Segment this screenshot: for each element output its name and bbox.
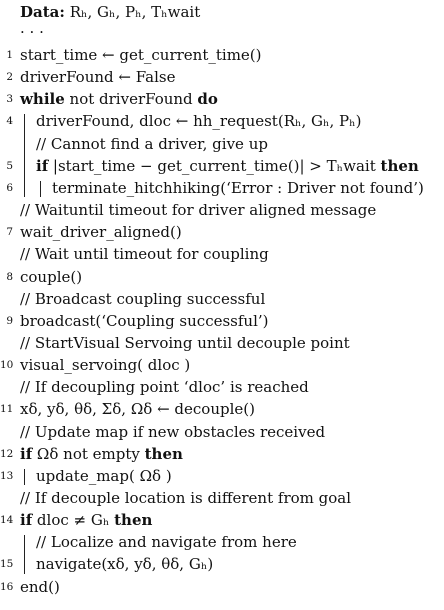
line-code [20,510,152,531]
line-number: 7 [6,226,13,239]
line-code [20,399,255,420]
line-code [36,111,361,132]
line-text: // If decoupling point ‘dloc’ is reached [20,378,309,397]
line-code [36,532,297,553]
keyword: then [114,511,153,530]
algorithm-line [0,178,444,199]
algorithm-comment-line [0,244,444,265]
line-text: navigate(xδ, yδ, θδ, Gₕ) [36,555,214,574]
line-text: // Waituntil timeout for driver aligned message [20,201,377,220]
algorithm-line [0,577,444,598]
keyword: do [197,90,218,109]
algorithm-line [0,156,444,177]
algorithm-comment-line [0,377,444,398]
algorithm-line [0,267,444,288]
algorithm-line [0,67,444,88]
line-text: Ωδ not empty [32,444,145,463]
line-text: // Broadcast coupling successful [20,289,266,308]
line-code [36,134,268,155]
line-number: 2 [6,71,13,84]
line-code [20,377,309,398]
line-code [20,244,269,265]
line-code [20,89,218,110]
line-code [52,178,424,199]
line-number: 12 [0,447,14,460]
keyword: if [20,444,33,463]
ellipsis: · · · [20,23,44,41]
algorithm-comment-line [0,532,444,553]
line-text: start_time ← get_current_time() [20,46,262,64]
algorithm-comment-line [0,289,444,310]
line-code [20,267,82,288]
keyword: then [380,156,419,175]
algorithm-comment-line [0,488,444,509]
algorithm-comment-line [0,422,444,443]
block-indent-bar [24,114,25,197]
line-text: visual_servoing( dloc ) [20,356,191,375]
block-indent-bar [40,181,41,197]
line-text: xδ, yδ, θδ, Σδ, Ωδ ← decouple() [20,400,255,419]
line-text: // Localize and navigate from here [36,533,297,552]
algorithm-line [0,554,444,575]
line-text: driverFound, dloc ← hh_request(Rₕ, Gₕ, Pₕ) [36,112,362,131]
line-number: 14 [0,514,14,527]
data-header [0,2,444,23]
algorithm-line [0,45,444,66]
line-number: 16 [0,580,14,593]
keyword: if [20,511,33,530]
line-text: dloc ≠ Gₕ [32,511,115,530]
keyword: then [144,444,183,463]
line-text: // Update map if new obstacles received [20,422,326,441]
algorithm-line [0,222,444,243]
line-number: 1 [6,49,13,61]
data-label: Data: [20,3,65,21]
algorithm-line [0,89,444,110]
algorithm-comment-line [0,134,444,155]
line-code [20,45,262,66]
line-code [36,466,172,487]
algorithm-line [0,399,444,420]
line-text: // If decouple location is different from goal [20,489,352,507]
line-code [20,444,183,465]
algorithm-line [0,466,444,487]
line-text: wait_driver_aligned() [20,223,182,242]
line-number: 9 [6,314,13,327]
line-code [20,289,265,310]
line-text: |start_time − get_current_time()| > Tₕwait [48,156,381,175]
line-code [20,200,376,221]
line-text: couple() [20,267,83,286]
line-text: // Wait until timeout for coupling [20,245,269,264]
line-code [20,333,350,354]
line-number: 15 [0,558,14,571]
line-number: 11 [0,403,14,416]
line-text: // StartVisual Servoing until decouple point [20,333,350,352]
line-number: 8 [6,270,13,283]
line-text: terminate_hitchhiking(‘Error : Driver not found’) [52,178,424,197]
keyword: while [20,90,65,109]
line-number: 6 [6,181,13,194]
ellipsis-line [0,22,444,43]
line-code [36,156,419,177]
line-code [20,355,190,376]
line-code [36,554,213,575]
line-text: not driverFound [64,90,198,109]
line-code [20,422,325,443]
algorithm-line [0,510,444,531]
line-number: 4 [6,115,13,128]
line-code [20,311,269,332]
line-text: end() [20,577,60,596]
line-text: driverFound ← False [20,68,176,87]
algorithm-line [0,311,444,332]
data-value: Rₕ, Gₕ, Pₕ, Tₕwait [69,3,201,21]
line-code [20,488,351,509]
line-number: 13 [0,469,14,482]
line-text: // Cannot find a driver, give up [36,134,268,153]
algorithm-comment-line [0,333,444,354]
algorithm-comment-line [0,200,444,221]
line-number: 10 [0,359,14,372]
line-number: 3 [6,93,13,106]
algorithm-line [0,444,444,465]
line-text: broadcast(‘Coupling successful’) [20,311,269,330]
block-indent-bar [24,535,25,573]
line-number: 5 [6,159,13,172]
line-code [20,67,175,88]
keyword: if [36,156,49,175]
line-text: update_map( Ωδ ) [36,466,172,485]
algorithm-line [0,111,444,132]
block-indent-bar [24,469,25,485]
algorithm-line [0,355,444,376]
line-code [20,222,182,243]
line-code [20,577,60,598]
